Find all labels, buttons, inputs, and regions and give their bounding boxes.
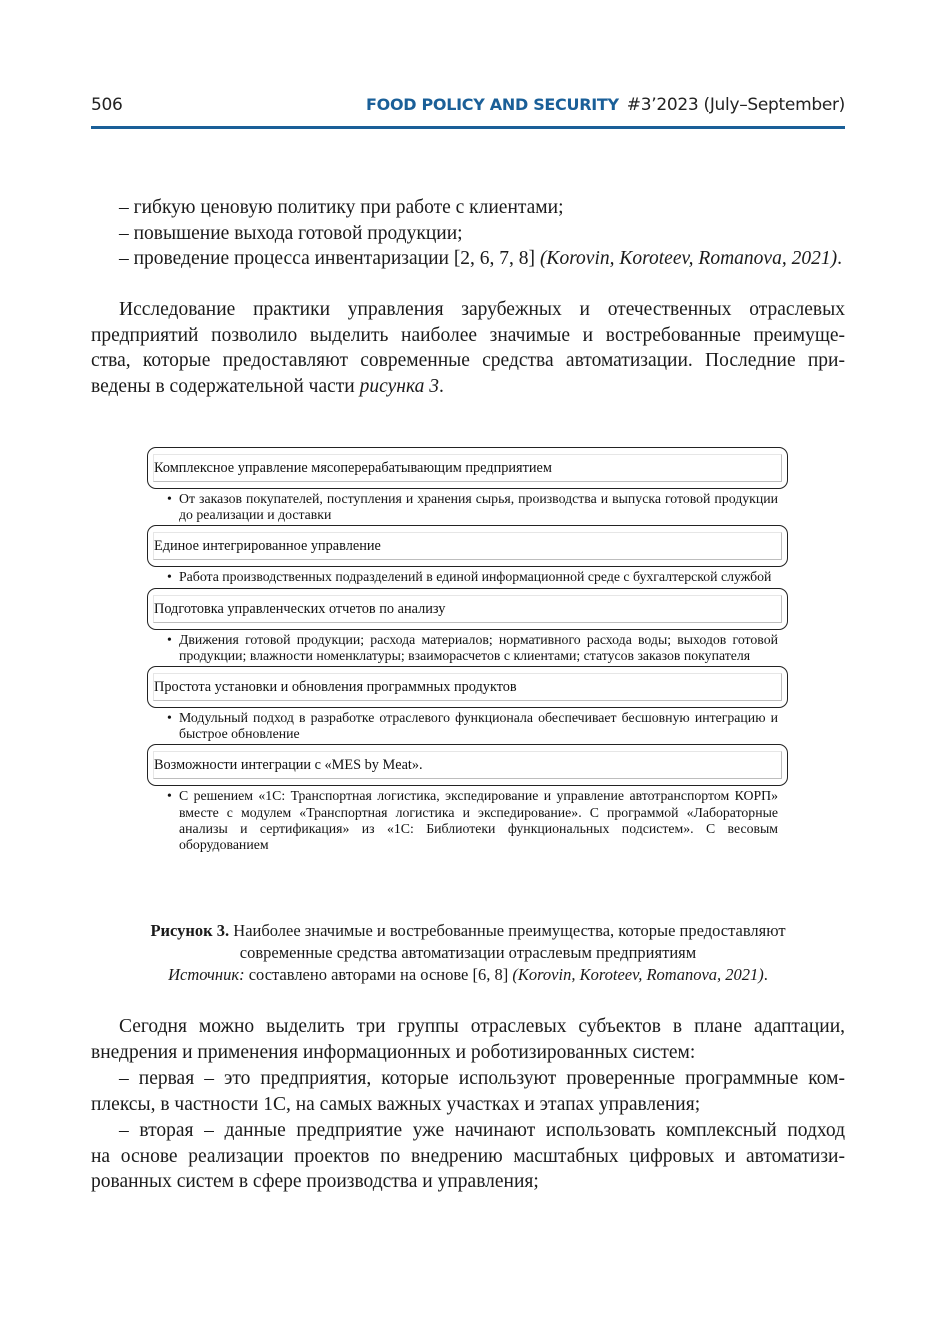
advantage-title: Простота установки и обновления программных продуктов — [154, 679, 517, 696]
running-header — [91, 92, 845, 118]
bullet-icon: • — [167, 710, 172, 726]
advantage-detail: • От заказов покупателей, поступления и хранения сырья, производства и выпуска готовой продукции до реализации и доставки — [167, 491, 778, 523]
advantage-title: Единое интегрированное управление — [154, 538, 381, 555]
advantage-detail: • Движения готовой продукции; расхода материалов; нормативного расхода воды; выходов готовой продукции; влажности номенклатуры; взаиморасчетов с клиентами; статусов заказов покупателя — [167, 631, 778, 663]
text-line: – первая – это предприятия, которые используют проверенные программные ком- — [119, 1068, 845, 1089]
text-line: на основе реализации проектов по внедрению масштабных цифровых и автоматизи- — [91, 1145, 845, 1167]
caption-source: Источник: составлено авторами на основе [6, 8] (Korovin, Koroteev, Romanova, 2021). — [168, 965, 768, 984]
bullet-icon: • — [167, 569, 172, 585]
advantage-box — [147, 744, 788, 786]
advantage-box — [147, 666, 788, 708]
caption-label: Рисунок 3. — [150, 921, 230, 940]
bullet-icon: • — [167, 788, 172, 804]
advantage-title: Комплексное управление мясоперерабатывающим предприятием — [154, 460, 552, 476]
bullet-icon: • — [167, 631, 172, 647]
paragraph-3 — [91, 1066, 845, 1117]
list-item: – повышение выхода готовой продукции; — [119, 222, 463, 244]
journal-info — [366, 92, 845, 118]
page-number: 506 — [91, 95, 123, 115]
advantage-detail: • С решением «1С: Транспортная логистика, экспедирование и управление автотранспортом КОРП» вместе с модулем «Транспортная логистика и экспедирование». С программой «Лабораторные анализы и сертификация» из «1С: Библиотеки функциональных подсистем». С весовым оборудованием — [167, 788, 778, 853]
advantage-detail: • Работа производственных подразделений в единой информационной среде с бухгалтерской службой — [167, 569, 772, 585]
text-line: ства, которые предоставляют современные средства автоматизации. Последние при- — [91, 350, 845, 372]
intro-list — [91, 195, 845, 272]
advantage-title: Возможности интеграции с «MES by Meat». — [154, 757, 423, 774]
citation: (Korovin, Koroteev, Romanova, 2021) — [512, 965, 764, 984]
paragraph-1 — [91, 297, 845, 400]
figure-reference: рисунка 3 — [359, 376, 439, 398]
paragraph-2 — [91, 1014, 845, 1065]
advantage-box — [147, 588, 788, 630]
text-line: Сегодня можно выделить три группы отраслевых субъектов в плане адаптации, — [119, 1016, 845, 1037]
advantage-box — [147, 525, 788, 567]
bullet-icon: • — [167, 491, 172, 506]
citation: (Korovin, Koroteev, Romanova, 2021) — [539, 248, 838, 270]
text-line: плексы, в частности 1С, на самых важных участках и этапах управления; — [91, 1093, 701, 1115]
journal-title: FOOD POLICY AND SECURITY — [366, 95, 619, 114]
advantage-title: Подготовка управленческих отчетов по анализу — [154, 600, 446, 617]
list-item: – проведение процесса инвентаризации [2, 6, 7, 8] (Korovin, Koroteev, Romanova, 2021). — [119, 248, 842, 270]
text-line: рованных систем в сфере производства и управления; — [91, 1171, 539, 1193]
issue-info: #3’2023 (July–September) — [626, 95, 845, 115]
figure-3-diagram — [147, 447, 788, 855]
text-line: – вторая – данные предприятие уже начинают использовать комплексный подход — [119, 1120, 845, 1141]
text-line: предприятий позволило выделить наиболее значимые и востребованные преимуще- — [91, 324, 845, 346]
text-line: внедрения и применения информационных и роботизированных систем: — [91, 1041, 696, 1063]
advantage-box — [147, 447, 788, 489]
text-line: ведены в содержательной части рисунка 3. — [91, 376, 444, 398]
advantage-detail: • Модульный подход в разработке отраслевого функционала обеспечивает бесшовную интеграцию и быстрое обновление — [167, 710, 778, 742]
figure-caption: Рисунок 3. Наиболее значимые и востребованные преимущества, которые предоставляют современные средства автоматизации отраслевым предприятиям Источник: составлено авторами на основе [6, 8] (Korovin, Koroteev, Romanova, 2021). — [91, 920, 845, 986]
list-item: – гибкую ценовую политику при работе с клиентами; — [119, 197, 564, 218]
paragraph-4 — [91, 1118, 845, 1195]
header-divider — [91, 126, 845, 129]
text-line: Исследование практики управления зарубежных и отечественных отраслевых — [119, 299, 845, 320]
